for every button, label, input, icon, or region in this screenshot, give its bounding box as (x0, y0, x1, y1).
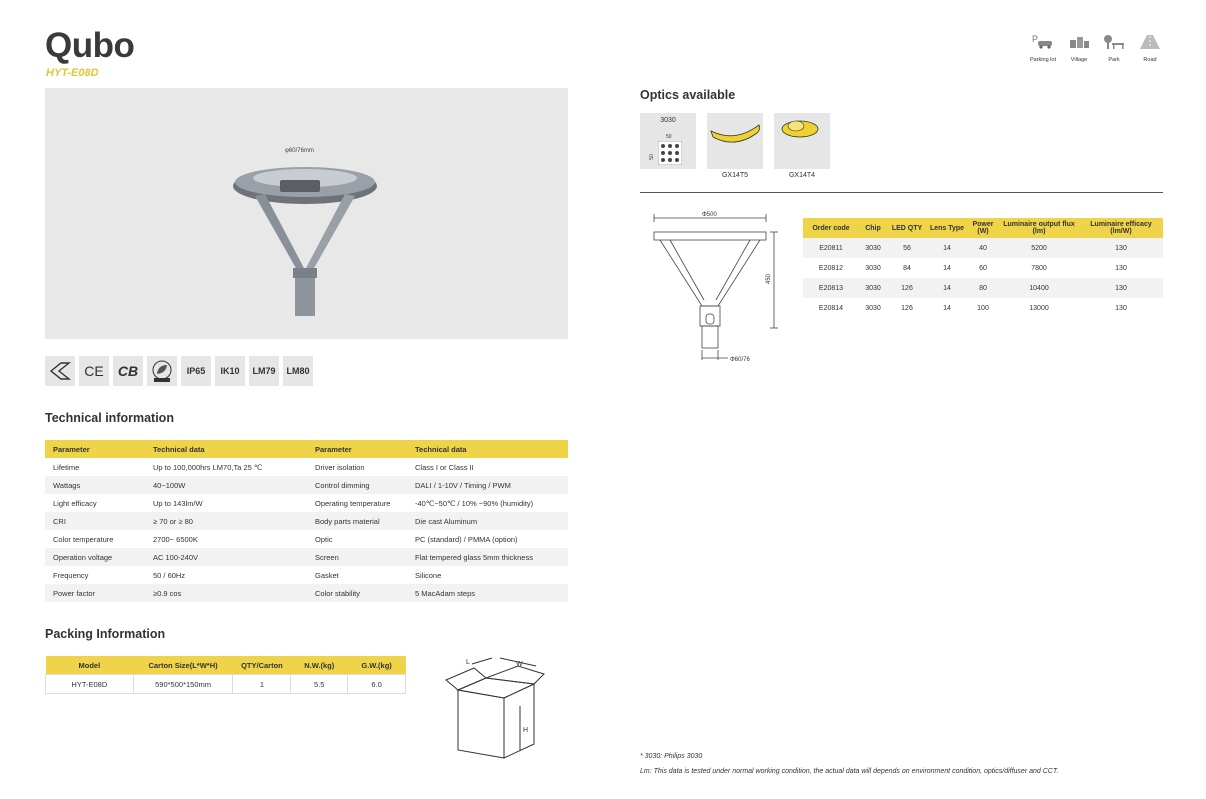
technical-table (45, 440, 568, 602)
cert-lm79: LM79 (249, 356, 279, 386)
certification-mark-icon (49, 362, 71, 380)
product-model: HYT-E08D (46, 67, 99, 79)
box-label-h: H (523, 727, 529, 734)
th-carton-size: Carton Size(L*W*H) (133, 656, 233, 675)
cert-logo-1 (45, 356, 75, 386)
cell: AC 100-240V (145, 548, 307, 566)
optic-chip-3030 (640, 113, 696, 169)
cell: 3030 (859, 238, 887, 258)
cell: Operation voltage (45, 548, 145, 566)
cell: Up to 100,000hrs LM70,Ta 25 ℃ (153, 462, 263, 472)
product-title: Qubo (45, 26, 135, 65)
led-chip-icon (658, 141, 682, 165)
th-order-code: Order code (803, 218, 859, 238)
cert-ik10: IK10 (215, 356, 245, 386)
cell: 60 (979, 264, 987, 272)
cell: 56 (887, 238, 927, 258)
th-lens-type: Lens Type (927, 218, 967, 238)
cell: Control dimming (307, 476, 407, 494)
cell: Gasket (315, 570, 339, 580)
th-nw: N.W.(kg) (291, 656, 348, 675)
note-chip: * 3030: Philips 3030 (640, 753, 703, 760)
app-road (1138, 34, 1162, 63)
app-label: Parking lot (1030, 57, 1056, 63)
cell: 7800 (1031, 264, 1047, 272)
cell: 130 (1079, 278, 1163, 298)
cell: 84 (903, 264, 911, 272)
table-row (45, 476, 568, 494)
cell: Operating temperature (315, 498, 391, 508)
gx14t4-beam-icon (774, 113, 830, 169)
table-row (45, 584, 568, 602)
optic-label-gx14t5: GX14T5 (721, 172, 749, 179)
svg-text:P: P (1032, 34, 1039, 44)
cell: 14 (927, 238, 967, 258)
app-parking-lot (1030, 34, 1054, 63)
cell: 1 (233, 675, 291, 694)
app-label: Park (1108, 57, 1120, 63)
th-led-qty: LED QTY (887, 218, 927, 238)
cell: 50 / 60Hz (153, 570, 186, 580)
cell: Frequency (53, 570, 89, 580)
cell: Light efficacy (53, 498, 97, 508)
optics-heading: Optics available (640, 88, 736, 102)
dimension-label: φ60/76mm (285, 148, 314, 154)
gx14t5-beam-icon (707, 113, 763, 169)
optic-label-gx14t4: GX14T4 (788, 172, 816, 179)
cell: 14 (943, 264, 951, 272)
carton-box-diagram (440, 654, 550, 764)
cell: E20813 (803, 278, 859, 298)
cell: 14 (927, 278, 967, 298)
cert-cb: CB (113, 356, 143, 386)
product-image (45, 88, 568, 339)
box-label-w: W (516, 661, 523, 668)
th-technical-data: Technical data (407, 440, 568, 458)
cell: -40℃~50℃ / 10% ~90% (humidity) (415, 498, 534, 508)
cell: 13000 (1029, 304, 1049, 312)
app-village (1067, 34, 1091, 63)
cell: Power factor (45, 584, 145, 602)
cell: CRI (45, 512, 145, 530)
table-row (45, 512, 568, 530)
packing-heading: Packing Information (45, 627, 166, 641)
cell: 5.5 (291, 675, 348, 694)
cell: Lifetime (53, 462, 80, 472)
cell: 130 (1079, 238, 1163, 258)
cell: Color temperature (53, 534, 114, 544)
road-icon (1138, 34, 1162, 50)
th-power: Power (W) (967, 218, 999, 238)
cell: E20814 (818, 304, 844, 312)
cell: Flat tempered glass 5mm thickness (407, 548, 568, 566)
cell: 3030 (865, 304, 881, 312)
cert-ce: CE (79, 356, 109, 386)
packing-table (45, 656, 406, 694)
village-icon (1067, 34, 1091, 50)
app-label: Road (1143, 57, 1157, 63)
box-label-l: L (466, 659, 470, 666)
th-model: Model (46, 656, 134, 675)
order-table (803, 218, 1163, 318)
cell: 126 (887, 278, 927, 298)
cell: 100 (977, 304, 989, 312)
cell: 14 (943, 304, 951, 312)
cell: E20811 (803, 238, 859, 258)
table-row (803, 278, 1163, 298)
th-efficacy: Luminaire efficacy (lm/W) (1079, 218, 1163, 238)
cell: DALI / 1-10V / Timing / PWM (407, 476, 568, 494)
cell: Color stability (307, 584, 407, 602)
cell: 2700~ 6500K (153, 534, 198, 544)
cell: Driver isolation (315, 462, 365, 472)
cell: 3030 (865, 264, 881, 272)
table-row (45, 530, 568, 548)
technical-heading: Technical information (45, 411, 174, 425)
optic-gx14t5 (707, 113, 763, 169)
cell: Screen (307, 548, 407, 566)
optic-gx14t4 (774, 113, 830, 169)
cell: Optic (315, 534, 333, 544)
cell: Die cast Aluminum (407, 512, 568, 530)
table-row (45, 566, 568, 584)
cell: 6.0 (348, 675, 406, 694)
chip-dim-h: 50 (648, 154, 655, 160)
cert-lm80: LM80 (283, 356, 313, 386)
note-lm: Lm: This data is tested under normal working condition, the actual data will depends on environment condition, optics/diffuser and CCT. (640, 768, 1059, 775)
section-divider (640, 192, 1163, 193)
cell: HYT-E08D (46, 675, 134, 694)
lamp-illustration (225, 158, 385, 328)
cell: Silicone (415, 570, 442, 580)
cell: Class I or Class II (415, 462, 474, 472)
table-row (45, 494, 568, 512)
cell: 126 (901, 304, 913, 312)
technical-drawing (640, 210, 790, 370)
cell: Body parts material (307, 512, 407, 530)
th-parameter: Parameter (45, 440, 145, 458)
table-row (45, 458, 568, 476)
dim-top: Φ500 (702, 212, 717, 218)
chip-label: 3030 (660, 117, 676, 124)
cell: 130 (1115, 304, 1127, 312)
app-park (1102, 34, 1126, 63)
cell: 40~100W (145, 476, 307, 494)
parking-lot-icon (1030, 34, 1054, 50)
dim-height: 450 (766, 273, 772, 284)
cell: 40 (967, 238, 999, 258)
table-row (803, 298, 1163, 318)
dim-bottom: Φ60/76 (730, 357, 750, 363)
th-technical-data: Technical data (145, 440, 307, 458)
cell: Wattags (45, 476, 145, 494)
cell: 80 (967, 278, 999, 298)
park-icon (1102, 34, 1126, 50)
cell: PC (standard) / PMMA (option) (415, 534, 518, 544)
cell: Up to 143lm/W (153, 498, 203, 508)
cell: 130 (1115, 264, 1127, 272)
cell: ≥0.9 cos (145, 584, 307, 602)
cell: 3030 (859, 278, 887, 298)
cert-rohs (147, 356, 177, 386)
table-row (45, 548, 568, 566)
table-row (803, 258, 1163, 278)
table-row (46, 675, 406, 694)
cell: ≥ 70 or ≥ 80 (145, 512, 307, 530)
rohs-leaf-icon (150, 359, 174, 383)
cell: 10400 (999, 278, 1079, 298)
th-gw: G.W.(kg) (348, 656, 406, 675)
cell: E20812 (818, 264, 844, 272)
th-chip: Chip (859, 218, 887, 238)
cell: 5200 (999, 238, 1079, 258)
cell: 5 MacAdam steps (407, 584, 568, 602)
th-parameter: Parameter (307, 440, 407, 458)
chip-dim-w: 50 (666, 134, 672, 140)
app-label: Village (1070, 57, 1088, 63)
th-flux: Luminaire output flux (lm) (999, 218, 1079, 238)
th-qty: QTY/Carton (233, 656, 291, 675)
cert-ip65: IP65 (181, 356, 211, 386)
table-row (803, 238, 1163, 258)
cell: 590*500*150mm (133, 675, 233, 694)
